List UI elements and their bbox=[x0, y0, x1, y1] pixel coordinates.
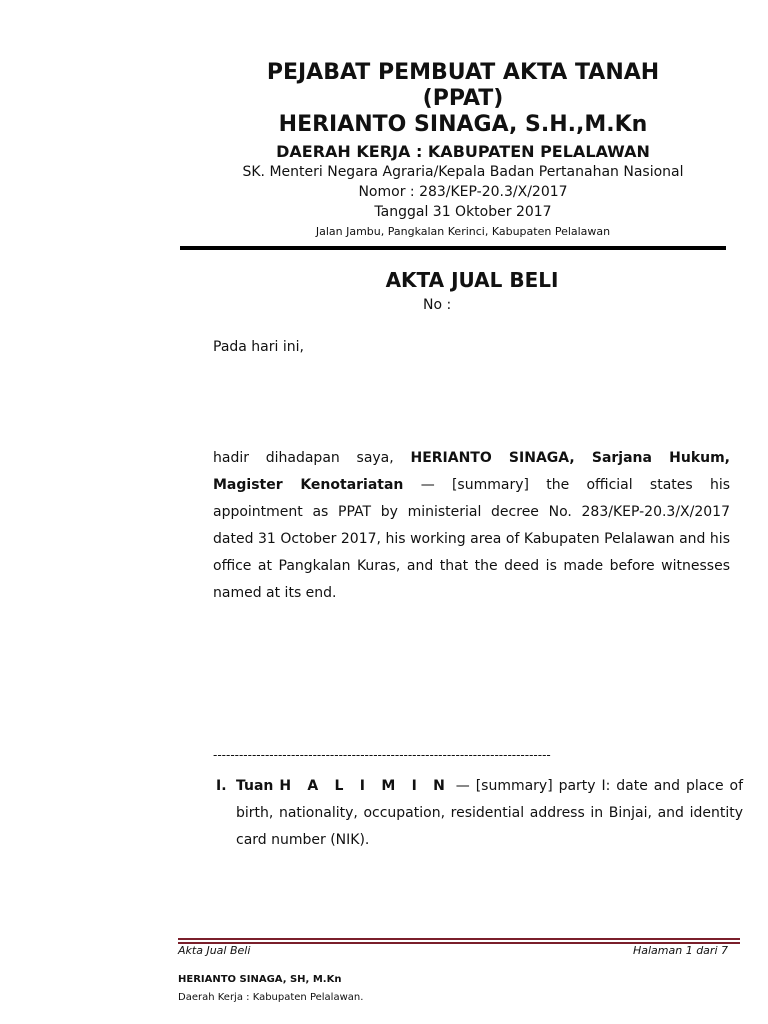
footer-rule-top bbox=[178, 938, 740, 940]
letterhead-decree: SK. Menteri Negara Agraria/Kepala Badan Pertanahan Nasional bbox=[242, 164, 684, 180]
letterhead-abbreviation: (PPAT) bbox=[422, 86, 504, 111]
party-number: I. bbox=[216, 778, 227, 794]
letterhead-region: DAERAH KERJA : KABUPATEN PELALAWAN bbox=[276, 142, 650, 161]
letterhead-name: HERIANTO SINAGA, S.H.,M.Kn bbox=[278, 112, 648, 137]
party-title: Tuan bbox=[236, 778, 274, 794]
party-summary: — [summary] party I: date and place of birth, nationality, occupation, residential address in Binjai, and identity card number (NIK). bbox=[236, 778, 744, 848]
letterhead-number: Nomor : 283/KEP-20.3/X/2017 bbox=[358, 184, 568, 200]
letterhead bbox=[200, 60, 726, 240]
footer-region: Daerah Kerja : Kabupaten Pelalawan. bbox=[178, 992, 364, 1003]
appearance-summary: — [summary] the official states his appointment as PPAT by ministerial decree No. 283/KEP-20.3/X/2017 dated 31 October 2017, his working area of Kabupaten Pelalawan and his office at Pangkalan Kuras, and that the deed is made before witnesses named at its end. bbox=[213, 477, 731, 601]
official-name: HERIANTO SINAGA, Sarjana Hukum, Magister Kenotariatan bbox=[213, 450, 731, 493]
party-name: H A L I M I N bbox=[279, 778, 450, 794]
header-rule bbox=[180, 246, 726, 250]
letterhead-address: Jalan Jambu, Pangkalan Kerinci, Kabupaten Pelalawan bbox=[315, 225, 611, 238]
footer-official-name: HERIANTO SINAGA, SH, M.Kn bbox=[178, 974, 342, 985]
deed-number: No : bbox=[423, 297, 452, 313]
party-one bbox=[216, 773, 743, 854]
footer-document-name: Akta Jual Beli bbox=[178, 944, 251, 957]
dash-divider: ------------------------------------------------------------------------------ bbox=[213, 748, 551, 762]
appearance-lead: hadir dihadapan saya, bbox=[213, 450, 394, 466]
footer-page-number: Halaman 1 dari 7 bbox=[632, 944, 728, 957]
letterhead-date: Tanggal 31 Oktober 2017 bbox=[374, 204, 552, 220]
opening-line: Pada hari ini, bbox=[213, 339, 304, 355]
party-description bbox=[236, 773, 743, 854]
letterhead-office: PEJABAT PEMBUAT AKTA TANAH bbox=[266, 60, 660, 85]
appearance-paragraph bbox=[213, 445, 730, 607]
deed-title: AKTA JUAL BELI bbox=[385, 268, 559, 292]
